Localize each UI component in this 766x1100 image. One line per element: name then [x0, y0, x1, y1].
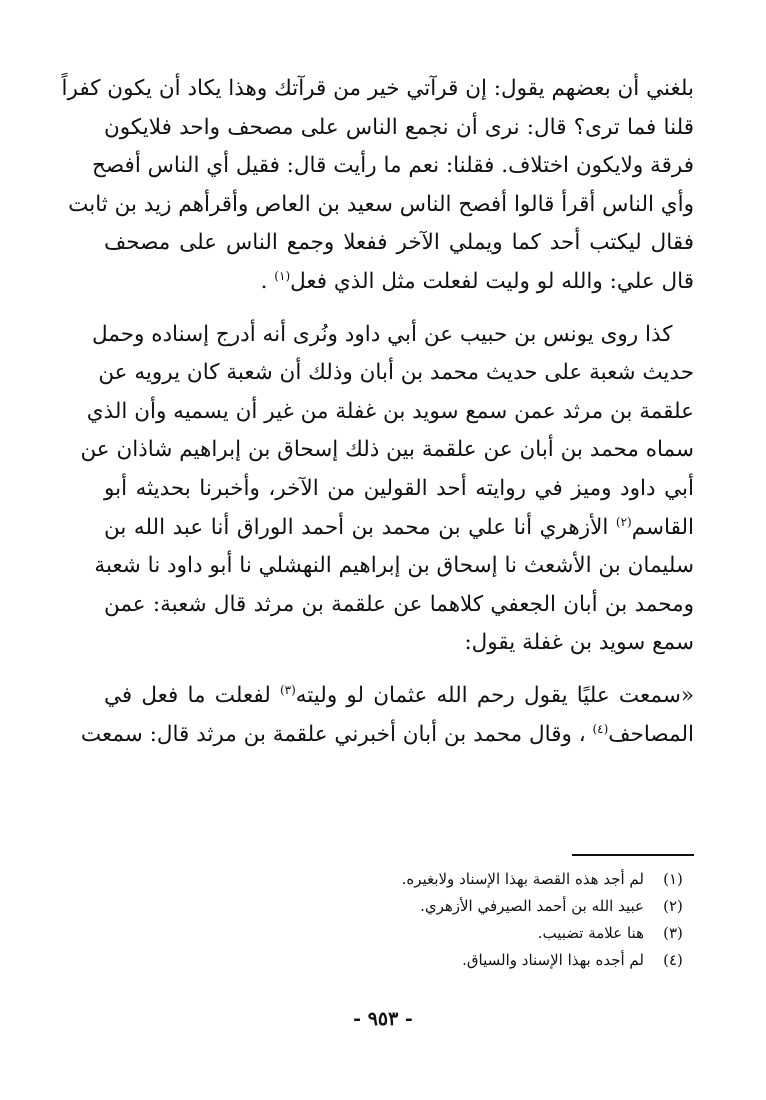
footnote-number: (١)	[663, 870, 683, 888]
footnote-text: لم أجده بهذا الإسناد والسياق.	[462, 951, 644, 969]
text-segment: ، وقال محمد بن أبان أخبرني علقمة بن مرثد قال: سمعت	[80, 721, 593, 747]
footnote-ref[interactable]: (٢)	[615, 514, 632, 529]
text-line: فقال ليكتب أحد كما ويملي الآخر ففعلا وجمع الناس على مصحف	[104, 230, 694, 256]
text-line: علقمة بن مرثد عمن سمع سويد بن غفلة من غير أن يسميه وأن الذي	[86, 398, 694, 424]
footnote-divider	[572, 854, 694, 856]
footnote-item	[104, 893, 694, 920]
text-segment: .	[260, 268, 275, 294]
footnote-text: لم أجد هذه القصة بهذا الإسناد ولابغيره.	[401, 870, 644, 888]
text-line	[92, 316, 694, 355]
footnote-ref[interactable]: (٣)	[279, 682, 296, 697]
footnote-item	[104, 947, 694, 974]
text-line	[104, 263, 694, 302]
text-line: قلنا فما ترى؟ قال: نرى أن نجمع الناس على مصحف واحد فلايكون	[104, 114, 694, 140]
text-line: بلغني أن بعضهم يقول: إن قرآتي خير من قرآتك وهذا يكاد أن يكون كفراً	[61, 76, 694, 101]
text-line: سمع سويد بن غفلة يقول:	[464, 630, 694, 656]
text-line	[104, 509, 694, 548]
footnote-text: هنا علامة تضبيب.	[537, 924, 644, 942]
text-segment: قال علي: والله لو وليت لفعلت مثل الذي فعل	[290, 268, 694, 294]
text-line: وأي الناس أقرأ قالوا أفصح الناس سعيد بن العاص وأقرأهم زيد بن ثابت	[68, 191, 694, 217]
text-line: سليمان بن الأشعث نا إسحاق بن إبراهيم النهشلي نا أبو داود نا شعبة	[94, 553, 694, 579]
footnote-number: (٤)	[663, 951, 683, 969]
text-segment: القاسم	[631, 514, 694, 540]
text-line	[104, 677, 694, 716]
text-segment: المصاحف	[608, 721, 694, 747]
text-segment: كذا روى يونس بن حبيب عن أبي داود ونُرى أنه أدرج إسناده وحمل	[92, 321, 673, 347]
text-line	[80, 716, 694, 755]
paragraph-3	[80, 677, 694, 754]
paragraph-2	[80, 316, 694, 663]
text-line: فرقة ولايكون اختلاف. فقلنا: نعم ما رأيت قال: فقيل أي الناس أفصح	[92, 153, 694, 179]
text-line: سماه محمد بن أبان عن علقمة بين ذلك إسحاق بن إبراهيم شاذان عن	[80, 437, 694, 463]
text-segment: «سمعت عليًا يقول رحم الله عثمان لو وليته	[295, 682, 694, 708]
footnotes	[104, 866, 694, 974]
footnote-ref[interactable]: (٤)	[592, 721, 609, 736]
page-number: - ٩٥٣ -	[353, 1008, 413, 1030]
text-segment: لفعلت ما فعل في	[104, 682, 280, 708]
footnote-ref[interactable]: (١)	[274, 268, 291, 283]
text-line: حديث شعبة على حديث محمد بن أبان وذلك أن شعبة كان يرويه عن	[98, 360, 694, 386]
text-segment: الأزهري أنا علي بن محمد بن أحمد الوراق أنا عبد الله بن	[104, 514, 609, 540]
footnote-text: عبيد الله بن أحمد الصيرفي الأزهري.	[420, 897, 644, 915]
text-line: أبي داود وميز في روايته أحد القولين من الآخر، وأخبرنا بحديثه أبو	[104, 475, 694, 501]
footnote-number: (٢)	[663, 897, 683, 915]
text-line: ومحمد بن أبان الجعفي كلاهما عن علقمة بن مرثد قال شعبة: عمن	[104, 591, 694, 617]
main-text	[61, 70, 694, 754]
footnote-item	[104, 920, 694, 947]
footnote-number: (٣)	[663, 924, 683, 942]
paragraph-1	[61, 70, 694, 302]
footnote-item	[104, 866, 694, 893]
